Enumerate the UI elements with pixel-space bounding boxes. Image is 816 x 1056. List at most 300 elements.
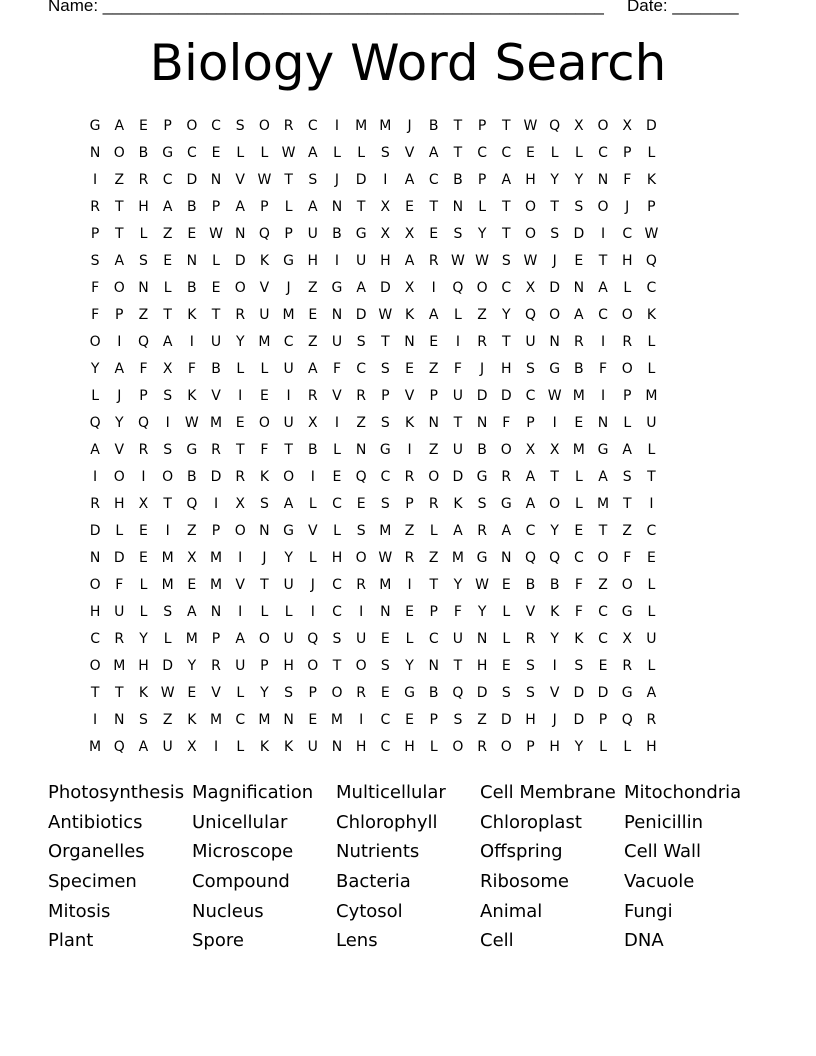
grid-letter: S <box>380 657 390 674</box>
grid-letter: E <box>308 711 318 728</box>
grid-letter: C <box>428 630 439 647</box>
grid-letter: N <box>331 738 343 755</box>
grid-letter: N <box>549 333 560 350</box>
grid-letter: G <box>283 252 295 269</box>
grid-letter: U <box>283 414 294 431</box>
word-item: Cytosol <box>336 900 403 922</box>
grid-letter: O <box>597 198 609 215</box>
grid-letter: F <box>187 360 196 377</box>
grid-letter: T <box>115 198 124 215</box>
grid-letter: R <box>404 549 415 566</box>
grid-letter: Z <box>428 360 439 377</box>
grid-letter: P <box>211 522 221 539</box>
grid-letter: I <box>310 468 315 485</box>
grid-letter: H <box>331 549 343 566</box>
grid-letter: H <box>404 738 415 755</box>
grid-letter: A <box>235 630 245 647</box>
grid-letter: D <box>573 711 585 728</box>
grid-row <box>83 706 733 733</box>
grid-letter: D <box>379 279 391 296</box>
grid-letter: B <box>574 360 584 377</box>
grid-letter: H <box>89 603 101 620</box>
grid-letter: Z <box>114 171 125 188</box>
grid-letter: S <box>139 252 148 269</box>
grid-letter: A <box>404 252 415 269</box>
grid-letter: L <box>647 441 656 458</box>
grid-letter: D <box>113 549 125 566</box>
grid-letter: T <box>550 468 559 485</box>
grid-letter: A <box>307 198 318 215</box>
grid-letter: U <box>356 252 367 269</box>
grid-letter: B <box>549 576 560 593</box>
grid-letter: X <box>622 117 633 134</box>
grid-letter: E <box>501 657 511 674</box>
grid-letter: F <box>332 360 341 377</box>
grid-letter: L <box>260 603 269 620</box>
grid-letter: S <box>453 225 463 242</box>
grid-letter: T <box>284 441 293 458</box>
grid-letter: P <box>284 225 293 242</box>
grid-letter: M <box>185 630 198 647</box>
grid-letter: Y <box>574 171 584 188</box>
grid-letter: S <box>163 441 173 458</box>
word-item: Antibiotics <box>48 811 143 833</box>
grid-letter: L <box>236 144 245 161</box>
grid-letter: A <box>428 144 439 161</box>
grid-letter: O <box>500 738 512 755</box>
grid-letter: P <box>308 684 317 701</box>
word-item: Penicillin <box>624 811 704 833</box>
word-item: Plant <box>48 930 94 952</box>
word-row <box>48 837 768 867</box>
grid-letter: S <box>356 333 366 350</box>
grid-letter: P <box>526 738 535 755</box>
word-item: Lens <box>336 930 378 952</box>
grid-letter: K <box>284 738 294 755</box>
grid-letter: T <box>429 576 438 593</box>
grid-letter: E <box>574 522 584 539</box>
grid-letter: A <box>525 495 536 512</box>
grid-letter: P <box>211 630 221 647</box>
grid-letter: I <box>334 252 340 269</box>
grid-letter: F <box>574 603 583 620</box>
grid-letter: X <box>525 279 536 296</box>
grid-letter: J <box>334 171 340 188</box>
grid-letter: N <box>573 279 585 296</box>
grid-letter: R <box>477 738 487 755</box>
grid-letter: C <box>477 144 487 161</box>
page-title: Biology Word Search <box>149 34 667 92</box>
grid-letter: A <box>114 360 125 377</box>
grid-letter: T <box>502 225 511 242</box>
grid-letter: M <box>572 441 585 458</box>
word-item: Vacuole <box>624 871 695 893</box>
grid-letter: L <box>599 738 607 755</box>
grid-letter: E <box>574 252 584 269</box>
word-item: Ribosome <box>480 871 569 893</box>
grid-letter: L <box>308 549 317 566</box>
grid-letter: N <box>114 711 125 728</box>
grid-letter: V <box>259 279 270 296</box>
grid-letter: H <box>525 171 536 188</box>
grid-letter: M <box>282 306 295 323</box>
grid-letter: X <box>622 630 633 647</box>
grid-letter: P <box>115 306 124 323</box>
grid-letter: C <box>646 279 657 296</box>
grid-row <box>83 220 733 247</box>
grid-letter: A <box>283 495 294 512</box>
grid-letter: N <box>259 522 270 539</box>
grid-row <box>83 409 733 436</box>
grid-letter: V <box>549 684 560 701</box>
grid-letter: I <box>383 171 388 188</box>
grid-letter: R <box>477 333 487 350</box>
grid-letter: O <box>307 657 319 674</box>
grid-letter: Q <box>137 333 149 350</box>
grid-letter: B <box>187 198 197 215</box>
grid-letter: O <box>621 576 633 593</box>
grid-letter: L <box>574 495 583 512</box>
grid-letter: V <box>235 576 245 593</box>
grid-letter: Q <box>549 549 561 566</box>
grid-letter: U <box>356 630 367 647</box>
grid-letter: Z <box>404 522 415 539</box>
grid-letter: W <box>523 117 538 134</box>
grid-letter: P <box>139 387 148 404</box>
grid-letter: K <box>259 252 269 269</box>
word-item: Bacteria <box>336 871 411 893</box>
grid-letter: N <box>404 333 415 350</box>
grid-letter: L <box>647 144 656 161</box>
grid-letter: Q <box>186 495 198 512</box>
grid-row <box>83 598 733 625</box>
word-row <box>48 808 768 838</box>
grid-letter: G <box>476 468 488 485</box>
grid-letter: Z <box>162 711 173 728</box>
grid-letter: S <box>163 387 173 404</box>
grid-letter: G <box>162 144 174 161</box>
grid-letter: X <box>307 414 318 431</box>
grid-letter: H <box>283 657 294 674</box>
grid-letter: K <box>574 630 584 647</box>
grid-row <box>83 490 733 517</box>
word-item: Organelles <box>48 841 145 863</box>
grid-letter: E <box>405 711 414 728</box>
grid-letter: O <box>597 117 609 134</box>
grid-letter: C <box>332 495 342 512</box>
grid-letter: R <box>477 522 487 539</box>
grid-letter: Z <box>477 306 487 323</box>
grid-letter: H <box>621 252 633 269</box>
grid-letter: U <box>525 333 536 350</box>
grid-letter: U <box>235 657 246 674</box>
grid-row <box>83 193 733 220</box>
grid-letter: C <box>356 360 367 377</box>
grid-letter: O <box>89 333 101 350</box>
grid-letter: J <box>407 117 412 134</box>
grid-row <box>83 247 733 274</box>
grid-row <box>83 625 733 652</box>
grid-letter: R <box>404 468 415 485</box>
grid-letter: I <box>93 711 98 728</box>
grid-letter: J <box>625 198 630 215</box>
grid-letter: D <box>500 711 512 728</box>
grid-letter: O <box>258 414 270 431</box>
grid-letter: M <box>89 738 102 755</box>
grid-letter: X <box>187 549 197 566</box>
grid-letter: J <box>286 279 291 296</box>
grid-letter: P <box>526 414 535 431</box>
grid-letter: N <box>428 657 439 674</box>
grid-letter: O <box>500 441 512 458</box>
grid-letter: O <box>234 279 246 296</box>
grid-letter: W <box>644 225 659 242</box>
grid-letter: R <box>235 468 246 485</box>
grid-letter: O <box>355 549 367 566</box>
grid-letter: V <box>332 387 342 404</box>
grid-letter: H <box>380 252 391 269</box>
grid-letter: L <box>478 198 486 215</box>
grid-letter: G <box>621 684 633 701</box>
grid-letter: I <box>407 441 412 458</box>
grid-letter: E <box>574 414 584 431</box>
grid-letter: Q <box>307 630 319 647</box>
grid-letter: X <box>162 360 173 377</box>
date-field: Date: _______ <box>627 0 739 15</box>
grid-letter: C <box>380 738 391 755</box>
grid-letter: T <box>453 414 463 431</box>
grid-letter: T <box>502 198 511 215</box>
grid-letter: R <box>138 171 149 188</box>
grid-letter: C <box>598 603 608 620</box>
grid-letter: S <box>332 630 342 647</box>
grid-letter: B <box>187 279 197 296</box>
grid-letter: Y <box>502 306 511 323</box>
grid-row <box>83 571 733 598</box>
grid-row <box>83 652 733 679</box>
grid-letter: F <box>139 360 148 377</box>
grid-letter: F <box>599 360 608 377</box>
grid-letter: N <box>597 171 609 188</box>
grid-letter: L <box>333 441 341 458</box>
grid-letter: M <box>451 549 464 566</box>
grid-letter: F <box>502 414 511 431</box>
grid-letter: R <box>90 495 100 512</box>
grid-letter: G <box>500 495 512 512</box>
word-item: Animal <box>480 900 543 922</box>
grid-letter: Q <box>113 738 125 755</box>
grid-letter: E <box>332 468 342 485</box>
grid-letter: L <box>236 738 245 755</box>
grid-letter: T <box>284 171 293 188</box>
grid-letter: U <box>646 414 657 431</box>
grid-letter: Q <box>258 225 270 242</box>
grid-letter: P <box>405 495 414 512</box>
grid-letter: L <box>333 144 341 161</box>
grid-letter: U <box>283 576 294 593</box>
grid-letter: T <box>502 117 511 134</box>
grid-row <box>83 517 733 544</box>
grid-letter: S <box>574 198 584 215</box>
grid-letter: U <box>259 306 270 323</box>
grid-letter: G <box>404 684 415 701</box>
grid-letter: W <box>209 225 223 242</box>
grid-letter: C <box>186 144 197 161</box>
grid-letter: B <box>477 441 487 458</box>
grid-letter: O <box>621 306 633 323</box>
grid-letter: A <box>646 684 657 701</box>
grid-row <box>83 733 733 760</box>
grid-letter: A <box>501 522 512 539</box>
grid-letter: C <box>307 117 318 134</box>
grid-letter: O <box>186 117 198 134</box>
grid-letter: V <box>525 603 536 620</box>
grid-letter: M <box>596 495 610 512</box>
grid-letter: D <box>597 684 609 701</box>
grid-letter: R <box>114 630 125 647</box>
grid-letter: S <box>356 522 366 539</box>
grid-letter: Z <box>477 711 487 728</box>
grid-letter: E <box>211 144 221 161</box>
grid-letter: R <box>356 684 367 701</box>
grid-letter: Z <box>356 414 366 431</box>
grid-letter: L <box>502 603 511 620</box>
grid-letter: Y <box>115 414 124 431</box>
grid-letter: X <box>404 279 415 296</box>
grid-letter: L <box>139 603 148 620</box>
grid-letter: M <box>355 117 368 134</box>
grid-letter: L <box>574 468 583 485</box>
grid-letter: S <box>622 468 632 485</box>
grid-letter: S <box>380 144 390 161</box>
grid-letter: D <box>500 387 512 404</box>
grid-letter: S <box>90 252 100 269</box>
grid-letter: V <box>235 171 245 188</box>
grid-letter: T <box>115 225 124 242</box>
grid-letter: T <box>598 522 608 539</box>
grid-letter: T <box>115 684 124 701</box>
grid-letter: G <box>355 225 367 242</box>
grid-letter: Y <box>477 603 487 620</box>
grid-letter: N <box>597 414 609 431</box>
grid-letter: W <box>475 576 490 593</box>
grid-letter: N <box>89 144 101 161</box>
grid-letter: K <box>259 738 269 755</box>
grid-letter: I <box>552 657 557 674</box>
grid-letter: G <box>549 360 561 377</box>
grid-letter: F <box>453 603 462 620</box>
grid-letter: Z <box>598 576 608 593</box>
grid-letter: C <box>501 279 512 296</box>
grid-letter: N <box>355 441 367 458</box>
grid-letter: W <box>184 414 199 431</box>
grid-letter: Y <box>260 684 269 701</box>
grid-letter: P <box>477 171 487 188</box>
grid-letter: I <box>165 522 170 539</box>
grid-letter: I <box>189 333 194 350</box>
grid-letter: A <box>598 468 608 485</box>
grid-row <box>83 274 733 301</box>
grid-letter: K <box>187 387 197 404</box>
grid-letter: T <box>211 306 221 323</box>
grid-letter: K <box>404 306 415 323</box>
grid-letter: M <box>258 711 271 728</box>
grid-letter: V <box>114 441 125 458</box>
grid-letter: L <box>284 198 293 215</box>
grid-letter: S <box>526 684 535 701</box>
grid-letter: Q <box>452 684 464 701</box>
grid-letter: L <box>212 252 220 269</box>
grid-letter: R <box>211 441 221 458</box>
grid-letter: Z <box>307 279 318 296</box>
grid-letter: L <box>454 306 462 323</box>
grid-letter: L <box>139 225 148 242</box>
grid-letter: C <box>598 306 608 323</box>
grid-letter: Y <box>405 657 414 674</box>
grid-letter: P <box>381 387 390 404</box>
grid-letter: L <box>623 738 632 755</box>
grid-letter: X <box>138 495 149 512</box>
grid-letter: O <box>113 144 125 161</box>
grid-letter: S <box>501 684 511 701</box>
grid-letter: X <box>549 441 560 458</box>
grid-letter: L <box>91 387 99 404</box>
word-item: Offspring <box>480 841 563 863</box>
grid-letter: E <box>187 225 197 242</box>
grid-letter: R <box>646 711 657 728</box>
grid-letter: B <box>428 684 439 701</box>
grid-letter: U <box>307 738 318 755</box>
grid-letter: E <box>259 387 269 404</box>
grid-letter: Q <box>621 711 633 728</box>
grid-row <box>83 355 733 382</box>
grid-letter: Z <box>162 225 173 242</box>
grid-letter: E <box>405 360 414 377</box>
grid-letter: A <box>356 279 366 296</box>
grid-row <box>83 463 733 490</box>
grid-letter: Q <box>549 117 561 134</box>
grid-letter: T <box>453 144 463 161</box>
grid-letter: A <box>574 306 584 323</box>
word-item: Cell Wall <box>624 841 702 863</box>
grid-letter: E <box>646 549 656 566</box>
grid-letter: U <box>162 738 173 755</box>
grid-letter: C <box>428 171 439 188</box>
grid-letter: Q <box>524 549 536 566</box>
grid-letter: F <box>574 576 583 593</box>
grid-letter: T <box>163 306 172 323</box>
grid-letter: A <box>501 171 512 188</box>
grid-letter: I <box>238 549 243 566</box>
grid-letter: B <box>525 576 536 593</box>
grid-letter: H <box>525 711 536 728</box>
grid-letter: I <box>649 495 654 512</box>
grid-letter: I <box>359 711 364 728</box>
grid-letter: L <box>163 630 172 647</box>
grid-letter: N <box>138 279 149 296</box>
grid-letter: N <box>210 603 222 620</box>
grid-letter: E <box>429 225 439 242</box>
grid-letter: R <box>211 657 221 674</box>
grid-letter: D <box>476 684 488 701</box>
grid-letter: T <box>90 684 100 701</box>
grid-letter: Y <box>139 630 148 647</box>
grid-letter: G <box>283 522 295 539</box>
grid-letter: X <box>380 225 391 242</box>
grid-letter: Y <box>477 225 487 242</box>
word-bank <box>48 778 768 956</box>
grid-letter: D <box>210 468 222 485</box>
